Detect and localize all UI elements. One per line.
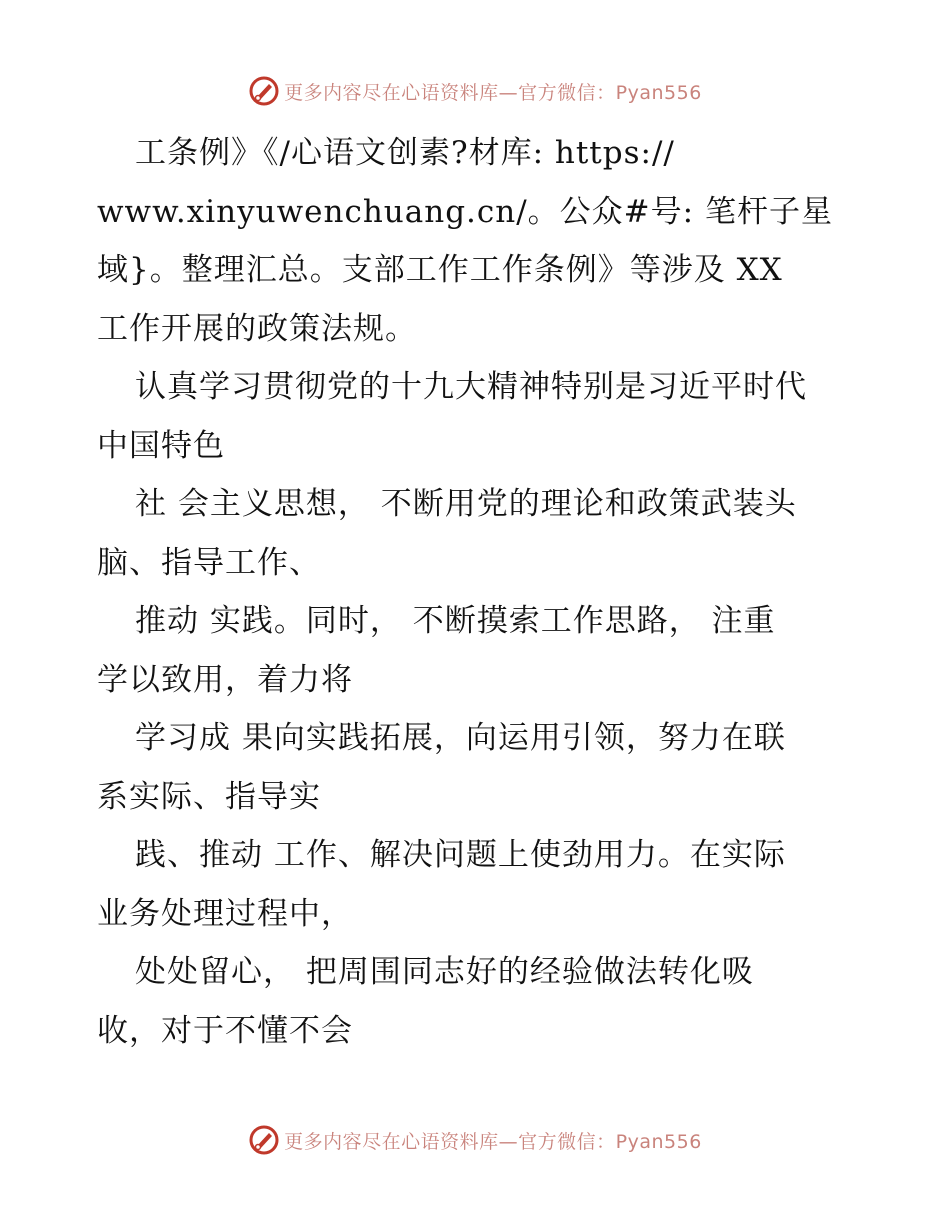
body-line: 社 会主义思想， 不断用党的理论和政策武装头 <box>135 486 797 522</box>
body-line: 系实际、指导实 <box>97 778 321 815</box>
body-line: 认真学习贯彻党的十九大精神特别是习近平时代 <box>135 369 807 405</box>
body-line: 中国特色 <box>97 427 225 464</box>
body-line: 收，对于不懂不会 <box>97 1012 353 1049</box>
body-line: 工条例》《/心语文创素?材库: https:// <box>135 135 675 171</box>
header-banner-text: 更多内容尽在心语资料库—官方微信：Pyan556 <box>284 81 702 104</box>
body-line: 工作开展的政策法规。 <box>97 310 417 347</box>
body-line: 践、推动 工作、解决问题上使劲用力。在实际 <box>135 837 786 873</box>
body-line: www.xinyuwenchuang.cn/。公众#号: 笔杆子星 <box>97 193 833 230</box>
footer-banner <box>0 1120 950 1160</box>
document-body <box>97 124 867 1060</box>
body-line: 推动 实践。同时， 不断摸索工作思路， 注重 <box>135 603 776 639</box>
body-line: 学以致用，着力将 <box>97 661 353 698</box>
body-line: 脑、指导工作、 <box>97 544 321 581</box>
body-line: 业务处理过程中， <box>97 895 353 932</box>
body-line: 学习成 果向实践拓展，向运用引领，努力在联 <box>135 720 786 756</box>
header-banner <box>0 71 950 111</box>
footer-banner-text: 更多内容尽在心语资料库—官方微信：Pyan556 <box>284 1130 702 1153</box>
logo-icon <box>248 1124 280 1156</box>
body-line: 域}。整理汇总。支部工作工作条例》等涉及 XX <box>97 252 783 288</box>
body-line: 处处留心， 把周围同志好的经验做法转化吸 <box>135 954 754 990</box>
logo-icon <box>248 75 280 107</box>
